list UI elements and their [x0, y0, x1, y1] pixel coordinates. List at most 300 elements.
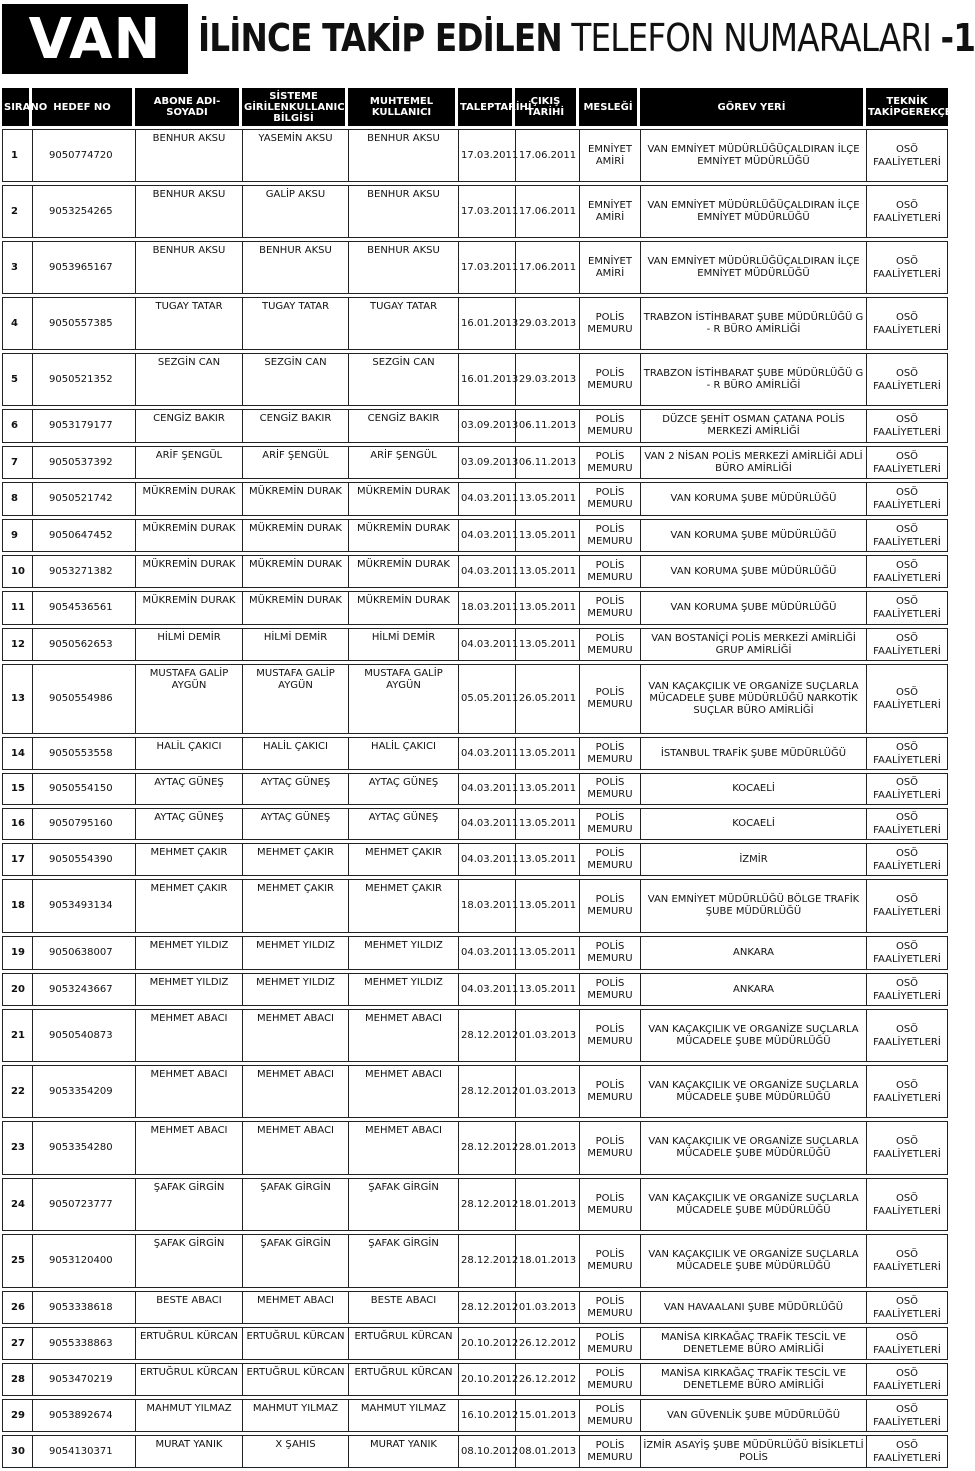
cell-talep-tarihi: 04.03.2011 [458, 555, 515, 588]
table-row [2, 973, 948, 1006]
meslek-line1: EMNİYET [588, 199, 632, 211]
meslek-line2: MEMURU [587, 571, 633, 583]
meslek-line2: MEMURU [587, 462, 633, 474]
gerekce-line2: FAALİYETLERİ [873, 1380, 941, 1392]
gerekce-line2: FAALİYETLERİ [873, 463, 941, 475]
meslek-line1: POLİS [595, 941, 625, 952]
cell-meslek [579, 773, 640, 805]
cell-sira-no: 16 [2, 808, 32, 840]
cell-gorev-yeri: TRABZON İSTİHBARAT ŞUBE MÜDÜRLÜĞÜ G - R BÜRO AMİRLİĞİ [640, 297, 866, 350]
cell-gerekce [866, 628, 948, 661]
meslek-line1: POLİS [595, 1403, 625, 1415]
gerekce-line2: FAALİYETLERİ [873, 990, 941, 1002]
gerekce-line2: FAALİYETLERİ [873, 156, 941, 168]
gerekce-line2: FAALİYETLERİ [873, 1149, 941, 1160]
cell-abone: AYTAÇ GÜNEŞ [135, 773, 242, 805]
cell-muhtemel-kullanici: MEHMET ABACI [348, 1009, 458, 1062]
table-row [2, 353, 948, 406]
cell-talep-tarihi: 04.03.2011 [458, 482, 515, 516]
gerekce-line1: OSÖ [895, 1192, 919, 1204]
cell-hedef-no: 9053354280 [32, 1121, 135, 1175]
gerekce-line1: OSÖ [895, 1295, 919, 1307]
gerekce-line1: OSÖ [895, 1403, 919, 1415]
meslek-line2: MEMURU [587, 379, 633, 391]
cell-meslek [579, 843, 640, 876]
cell-hedef-no: 9053254265 [32, 185, 135, 238]
cell-sira-no: 30 [2, 1435, 32, 1468]
gerekce-line2: FAALİYETLERİ [873, 1344, 941, 1356]
meslek-line1: POLİS [595, 1023, 625, 1035]
cell-sistem-kullanici: SEZGİN CAN [242, 353, 348, 406]
meslek-line2: MEMURU [587, 753, 633, 765]
cell-meslek [579, 297, 640, 350]
cell-hedef-no: 9050554390 [32, 843, 135, 876]
cell-muhtemel-kullanici: MÜKREMİN DURAK [348, 591, 458, 625]
cell-meslek [579, 1178, 640, 1231]
cell-muhtemel-kullanici: BESTE ABACI [348, 1291, 458, 1324]
cell-hedef-no: 9053338618 [32, 1291, 135, 1324]
cell-sistem-kullanici: MAHMUT YILMAZ [242, 1399, 348, 1432]
meslek-line1: POLİS [595, 367, 625, 379]
cell-gerekce [866, 591, 948, 625]
cell-cikis-tarihi: 26.05.2011 [515, 664, 579, 734]
table-row [2, 664, 948, 734]
cell-sistem-kullanici: MÜKREMİN DURAK [242, 555, 348, 588]
meslek-line1: POLİS [595, 311, 625, 323]
cell-abone: ARİF ŞENGÜL [135, 446, 242, 479]
cell-sira-no: 7 [2, 446, 32, 479]
cell-sira-no: 12 [2, 628, 32, 661]
cell-talep-tarihi: 28.12.2012 [458, 1178, 515, 1231]
cell-cikis-tarihi: 17.06.2011 [515, 241, 579, 294]
table-row [2, 185, 948, 238]
cell-talep-tarihi: 08.10.2012 [458, 1435, 515, 1468]
cell-talep-tarihi: 16.10.2012 [458, 1399, 515, 1432]
gerekce-line2: FAALİYETLERİ [873, 500, 941, 511]
cell-sira-no: 14 [2, 737, 32, 770]
cell-talep-tarihi: 04.03.2011 [458, 773, 515, 805]
meslek-line1: POLİS [595, 1439, 625, 1451]
cell-hedef-no: 9050562653 [32, 628, 135, 661]
cell-meslek [579, 519, 640, 552]
cell-talep-tarihi: 05.05.2011 [458, 664, 515, 734]
gerekce-line1: OSÖ [895, 847, 919, 859]
meslek-line2: MEMURU [587, 535, 633, 547]
meslek-line1: EMNİYET [588, 143, 632, 155]
gerekce-line1: OSÖ [895, 777, 919, 788]
cell-sira-no: 15 [2, 773, 32, 805]
meslek-line1: POLİS [595, 777, 625, 788]
cell-hedef-no: 9050723777 [32, 1178, 135, 1231]
cell-cikis-tarihi: 13.05.2011 [515, 843, 579, 876]
cell-cikis-tarihi: 01.03.2013 [515, 1009, 579, 1062]
cell-muhtemel-kullanici: CENGİZ BAKIR [348, 409, 458, 443]
table-row [2, 446, 948, 479]
cell-hedef-no: 9053120400 [32, 1234, 135, 1288]
cell-gorev-yeri: VAN KORUMA ŞUBE MÜDÜRLÜĞÜ [640, 591, 866, 625]
cell-gorev-yeri: VAN GÜVENLİK ŞUBE MÜDÜRLÜĞÜ [640, 1399, 866, 1432]
cell-sira-no: 2 [2, 185, 32, 238]
table-row [2, 737, 948, 770]
cell-sira-no: 27 [2, 1327, 32, 1360]
cell-gerekce [866, 737, 948, 770]
table-row [2, 1399, 948, 1432]
cell-meslek [579, 591, 640, 625]
gerekce-line2: FAALİYETLERİ [873, 907, 941, 918]
cell-sistem-kullanici: MEHMET ÇAKIR [242, 843, 348, 876]
cell-talep-tarihi: 20.10.2012 [458, 1363, 515, 1396]
meslek-line2: MEMURU [587, 1379, 633, 1391]
meslek-line2: MEMURU [587, 1451, 633, 1463]
table-row [2, 591, 948, 625]
cell-cikis-tarihi: 13.05.2011 [515, 628, 579, 661]
cell-sistem-kullanici: MEHMET ABACI [242, 1009, 348, 1062]
cell-meslek [579, 808, 640, 840]
cell-gorev-yeri: VAN BOSTANİÇİ POLİS MERKEZİ AMİRLİĞİ GRUP AMİRLİĞİ [640, 628, 866, 661]
city-title-box [2, 4, 188, 74]
cell-sira-no: 4 [2, 297, 32, 350]
title-light-part: TELEFON NUMARALARI [571, 16, 932, 60]
cell-abone: ERTUĞRUL KÜRCAN [135, 1327, 242, 1360]
gerekce-line2: FAALİYETLERİ [873, 1262, 941, 1273]
gerekce-line2: FAALİYETLERİ [873, 645, 941, 657]
gerekce-line2: FAALİYETLERİ [873, 572, 941, 584]
gerekce-line1: OSÖ [895, 941, 919, 952]
cell-meslek [579, 129, 640, 182]
meslek-line1: POLİS [595, 596, 625, 607]
cell-talep-tarihi: 17.03.2011 [458, 241, 515, 294]
cell-cikis-tarihi: 28.01.2013 [515, 1121, 579, 1175]
cell-cikis-tarihi: 29.03.2013 [515, 353, 579, 406]
cell-talep-tarihi: 04.03.2011 [458, 843, 515, 876]
cell-meslek [579, 1399, 640, 1432]
gerekce-line2: FAALİYETLERİ [873, 212, 941, 224]
cell-sistem-kullanici: AYTAÇ GÜNEŞ [242, 808, 348, 840]
cell-cikis-tarihi: 17.06.2011 [515, 129, 579, 182]
cell-meslek [579, 482, 640, 516]
cell-muhtemel-kullanici: ARİF ŞENGÜL [348, 446, 458, 479]
column-header: TEKNİK TAKİPGEREKÇESİ [866, 88, 948, 126]
gerekce-line1: OSÖ [895, 894, 919, 905]
column-header: ABONE ADI-SOYADI [135, 88, 242, 126]
meslek-line2: MEMURU [587, 323, 633, 335]
column-header: TALEPTARİHİ [458, 88, 515, 126]
cell-abone: MURAT YANIK [135, 1435, 242, 1468]
cell-meslek [579, 1234, 640, 1288]
cell-talep-tarihi: 04.03.2011 [458, 936, 515, 970]
cell-meslek [579, 1065, 640, 1118]
cell-sistem-kullanici: BENHUR AKSU [242, 241, 348, 294]
gerekce-line2: FAALİYETLERİ [873, 700, 941, 711]
cell-meslek [579, 185, 640, 238]
cell-meslek [579, 1435, 640, 1468]
table-row [2, 1363, 948, 1396]
cell-gorev-yeri: VAN EMNİYET MÜDÜRLÜĞÜ BÖLGE TRAFİK ŞUBE MÜDÜRLÜĞÜ [640, 879, 866, 933]
table-row [2, 843, 948, 876]
cell-meslek [579, 1327, 640, 1360]
cell-talep-tarihi: 17.03.2011 [458, 129, 515, 182]
cell-abone: BENHUR AKSU [135, 241, 242, 294]
meslek-line2: MEMURU [587, 1415, 633, 1427]
meslek-line2: MEMURU [587, 1091, 633, 1103]
cell-talep-tarihi: 03.09.2013 [458, 409, 515, 443]
cell-gerekce [866, 1327, 948, 1360]
cell-muhtemel-kullanici: BENHUR AKSU [348, 185, 458, 238]
cell-meslek [579, 1009, 640, 1062]
cell-cikis-tarihi: 26.12.2012 [515, 1327, 579, 1360]
cell-muhtemel-kullanici: MEHMET ÇAKIR [348, 843, 458, 876]
table-row [2, 1435, 948, 1468]
cell-gerekce [866, 482, 948, 516]
cell-cikis-tarihi: 13.05.2011 [515, 808, 579, 840]
cell-gorev-yeri: VAN HAVAALANI ŞUBE MÜDÜRLÜĞÜ [640, 1291, 866, 1324]
meslek-line2: MEMURU [587, 644, 633, 656]
gerekce-line2: FAALİYETLERİ [873, 609, 941, 620]
cell-sistem-kullanici: MEHMET ABACI [242, 1121, 348, 1175]
column-header: HEDEF NO [32, 88, 135, 126]
cell-sistem-kullanici: MÜKREMİN DURAK [242, 482, 348, 516]
cell-cikis-tarihi: 18.01.2013 [515, 1178, 579, 1231]
cell-meslek [579, 737, 640, 770]
gerekce-line2: FAALİYETLERİ [873, 427, 941, 438]
gerekce-line1: OSÖ [895, 199, 919, 211]
gerekce-line1: OSÖ [895, 311, 919, 323]
cell-talep-tarihi: 04.03.2011 [458, 808, 515, 840]
column-header: ÇIKIŞ TARİHİ [515, 88, 579, 126]
table-row [2, 773, 948, 805]
meslek-line2: AMİRİ [595, 155, 625, 167]
cell-meslek [579, 664, 640, 734]
cell-gerekce [866, 1178, 948, 1231]
meslek-line2: MEMURU [587, 1204, 633, 1216]
meslek-line2: MEMURU [587, 1307, 633, 1319]
gerekce-line1: OSÖ [895, 741, 919, 753]
cell-gerekce [866, 936, 948, 970]
cell-hedef-no: 9053493134 [32, 879, 135, 933]
gerekce-line2: FAALİYETLERİ [873, 790, 941, 801]
cell-muhtemel-kullanici: MURAT YANIK [348, 1435, 458, 1468]
cell-abone: MUSTAFA GALİP AYGÜN [135, 664, 242, 734]
cell-gerekce [866, 1234, 948, 1288]
cell-cikis-tarihi: 13.05.2011 [515, 973, 579, 1006]
cell-gerekce [866, 1065, 948, 1118]
cell-sistem-kullanici: ARİF ŞENGÜL [242, 446, 348, 479]
cell-sira-no: 28 [2, 1363, 32, 1396]
meslek-line2: MEMURU [587, 608, 633, 619]
gerekce-line1: OSÖ [895, 977, 919, 989]
meslek-line1: POLİS [595, 812, 625, 823]
gerekce-line1: OSÖ [895, 1249, 919, 1260]
cell-cikis-tarihi: 15.01.2013 [515, 1399, 579, 1432]
cell-muhtemel-kullanici: BENHUR AKSU [348, 129, 458, 182]
cell-hedef-no: 9053271382 [32, 555, 135, 588]
cell-gerekce [866, 1291, 948, 1324]
meslek-line1: POLİS [595, 1367, 625, 1379]
cell-sira-no: 22 [2, 1065, 32, 1118]
table-row [2, 482, 948, 516]
meslek-line2: MEMURU [587, 824, 633, 835]
gerekce-line1: OSÖ [895, 1023, 919, 1035]
cell-hedef-no: 9050553558 [32, 737, 135, 770]
gerekce-line1: OSÖ [895, 255, 919, 267]
cell-sistem-kullanici: X ŞAHIS [242, 1435, 348, 1468]
cell-cikis-tarihi: 13.05.2011 [515, 737, 579, 770]
phone-numbers-table [2, 85, 963, 1471]
cell-cikis-tarihi: 26.12.2012 [515, 1363, 579, 1396]
cell-gerekce [866, 1363, 948, 1396]
gerekce-line2: FAALİYETLERİ [873, 1092, 941, 1104]
document-title [198, 16, 975, 60]
meslek-line1: POLİS [595, 1331, 625, 1343]
cell-muhtemel-kullanici: ŞAFAK GİRGİN [348, 1178, 458, 1231]
meslek-line2: MEMURU [587, 953, 633, 964]
cell-meslek [579, 1363, 640, 1396]
cell-gorev-yeri: VAN KORUMA ŞUBE MÜDÜRLÜĞÜ [640, 482, 866, 516]
cell-gerekce [866, 129, 948, 182]
table-row [2, 409, 948, 443]
cell-hedef-no: 9055338863 [32, 1327, 135, 1360]
table-row [2, 1178, 948, 1231]
cell-gorev-yeri: VAN KAÇAKÇILIK VE ORGANİZE SUÇLARLA MÜCADELE ŞUBE MÜDÜRLÜĞÜ [640, 1234, 866, 1288]
cell-gorev-yeri: KOCAELİ [640, 808, 866, 840]
gerekce-line2: FAALİYETLERİ [873, 1036, 941, 1048]
table-row [2, 1121, 948, 1175]
cell-hedef-no: 9054130371 [32, 1435, 135, 1468]
meslek-line2: MEMURU [587, 426, 633, 437]
table-row [2, 297, 948, 350]
cell-sistem-kullanici: ERTUĞRUL KÜRCAN [242, 1327, 348, 1360]
table-row [2, 1291, 948, 1324]
meslek-line2: MEMURU [587, 789, 633, 800]
cell-abone: MEHMET ABACI [135, 1121, 242, 1175]
cell-gorev-yeri: ANKARA [640, 936, 866, 970]
cell-hedef-no: 9050554986 [32, 664, 135, 734]
cell-hedef-no: 9050638007 [32, 936, 135, 970]
cell-gerekce [866, 973, 948, 1006]
cell-muhtemel-kullanici: MAHMUT YILMAZ [348, 1399, 458, 1432]
cell-hedef-no: 9053243667 [32, 973, 135, 1006]
meslek-line1: POLİS [595, 1136, 625, 1147]
meslek-line1: POLİS [595, 632, 625, 644]
cell-gerekce [866, 297, 948, 350]
cell-sira-no: 26 [2, 1291, 32, 1324]
gerekce-line1: OSÖ [895, 143, 919, 155]
cell-talep-tarihi: 20.10.2012 [458, 1327, 515, 1360]
cell-gorev-yeri: VAN KAÇAKÇILIK VE ORGANİZE SUÇLARLA MÜCADELE ŞUBE MÜDÜRLÜĞÜ NARKOTİK SUÇLAR BÜRO AMİRLİĞİ [640, 664, 866, 734]
cell-meslek [579, 936, 640, 970]
cell-gorev-yeri: VAN KAÇAKÇILIK VE ORGANİZE SUÇLARLA MÜCADELE ŞUBE MÜDÜRLÜĞÜ [640, 1009, 866, 1062]
gerekce-line2: FAALİYETLERİ [873, 1205, 941, 1217]
cell-talep-tarihi: 28.12.2012 [458, 1009, 515, 1062]
gerekce-line1: OSÖ [895, 450, 919, 462]
cell-cikis-tarihi: 01.03.2013 [515, 1065, 579, 1118]
cell-sistem-kullanici: HİLMİ DEMİR [242, 628, 348, 661]
cell-gerekce [866, 409, 948, 443]
cell-gorev-yeri: VAN EMNİYET MÜDÜRLÜĞÜÇALDIRAN İLÇE EMNİYET MÜDÜRLÜĞÜ [640, 241, 866, 294]
gerekce-line2: FAALİYETLERİ [873, 380, 941, 392]
cell-gorev-yeri: VAN 2 NİSAN POLİS MERKEZİ AMİRLİĞİ ADLİ BÜRO AMİRLİĞİ [640, 446, 866, 479]
cell-sira-no: 11 [2, 591, 32, 625]
cell-talep-tarihi: 18.03.2011 [458, 879, 515, 933]
cell-sira-no: 20 [2, 973, 32, 1006]
cell-cikis-tarihi: 13.05.2011 [515, 879, 579, 933]
gerekce-line1: OSÖ [895, 632, 919, 644]
cell-abone: MÜKREMİN DURAK [135, 591, 242, 625]
cell-gerekce [866, 843, 948, 876]
gerekce-line2: FAALİYETLERİ [873, 954, 941, 965]
gerekce-line1: OSÖ [895, 596, 919, 607]
cell-sistem-kullanici: GALİP AKSU [242, 185, 348, 238]
cell-hedef-no: 9053470219 [32, 1363, 135, 1396]
meslek-line2: MEMURU [587, 1035, 633, 1047]
meslek-line1: POLİS [595, 559, 625, 571]
gerekce-line1: OSÖ [895, 559, 919, 571]
cell-muhtemel-kullanici: MEHMET YILDIZ [348, 936, 458, 970]
meslek-line1: EMNİYET [588, 255, 632, 267]
cell-muhtemel-kullanici: MEHMET YILDIZ [348, 973, 458, 1006]
gerekce-line1: OSÖ [895, 523, 919, 535]
cell-talep-tarihi: 28.12.2012 [458, 1291, 515, 1324]
cell-muhtemel-kullanici: AYTAÇ GÜNEŞ [348, 773, 458, 805]
meslek-line1: POLİS [595, 523, 625, 535]
cell-cikis-tarihi: 06.11.2013 [515, 446, 579, 479]
cell-sistem-kullanici: MEHMET ABACI [242, 1065, 348, 1118]
gerekce-line1: OSÖ [895, 487, 919, 498]
cell-gorev-yeri: VAN KAÇAKÇILIK VE ORGANİZE SUÇLARLA MÜCADELE ŞUBE MÜDÜRLÜĞÜ [640, 1178, 866, 1231]
cell-talep-tarihi: 17.03.2011 [458, 185, 515, 238]
meslek-line1: POLİS [595, 1249, 625, 1260]
table-row [2, 808, 948, 840]
meslek-line1: POLİS [595, 414, 625, 425]
cell-meslek [579, 409, 640, 443]
column-header: SIRANO [2, 88, 32, 126]
table-row [2, 241, 948, 294]
title-bar [0, 0, 975, 80]
cell-gorev-yeri: TRABZON İSTİHBARAT ŞUBE MÜDÜRLÜĞÜ G - R BÜRO AMİRLİĞİ [640, 353, 866, 406]
cell-talep-tarihi: 16.01.2013 [458, 297, 515, 350]
cell-muhtemel-kullanici: MEHMET ÇAKIR [348, 879, 458, 933]
cell-sistem-kullanici: MÜKREMİN DURAK [242, 519, 348, 552]
cell-muhtemel-kullanici: MEHMET ABACI [348, 1065, 458, 1118]
cell-gerekce [866, 519, 948, 552]
cell-sira-no: 24 [2, 1178, 32, 1231]
cell-abone: BENHUR AKSU [135, 129, 242, 182]
table-header-row [2, 88, 948, 126]
cell-gerekce [866, 664, 948, 734]
cell-cikis-tarihi: 13.05.2011 [515, 555, 579, 588]
cell-gorev-yeri: VAN KORUMA ŞUBE MÜDÜRLÜĞÜ [640, 519, 866, 552]
cell-sistem-kullanici: ŞAFAK GİRGİN [242, 1234, 348, 1288]
meslek-line2: AMİRİ [595, 211, 625, 223]
cell-gorev-yeri: MANİSA KIRKAĞAÇ TRAFİK TESCİL VE DENETLEME BÜRO AMİRLİĞİ [640, 1363, 866, 1396]
table-row [2, 1327, 948, 1360]
cell-cikis-tarihi: 13.05.2011 [515, 519, 579, 552]
cell-sira-no: 18 [2, 879, 32, 933]
meslek-line2: MEMURU [587, 989, 633, 1001]
cell-cikis-tarihi: 29.03.2013 [515, 297, 579, 350]
meslek-line1: POLİS [595, 741, 625, 753]
cell-gerekce [866, 446, 948, 479]
city-title: VAN [28, 6, 162, 72]
cell-talep-tarihi: 28.12.2012 [458, 1065, 515, 1118]
cell-muhtemel-kullanici: ERTUĞRUL KÜRCAN [348, 1363, 458, 1396]
cell-gerekce [866, 1121, 948, 1175]
cell-abone: MEHMET ÇAKIR [135, 843, 242, 876]
column-header: MESLEĞİ [579, 88, 640, 126]
table-row [2, 1065, 948, 1118]
title-bold-part: İLİNCE TAKİP EDİLEN [198, 16, 562, 60]
cell-hedef-no: 9050554150 [32, 773, 135, 805]
